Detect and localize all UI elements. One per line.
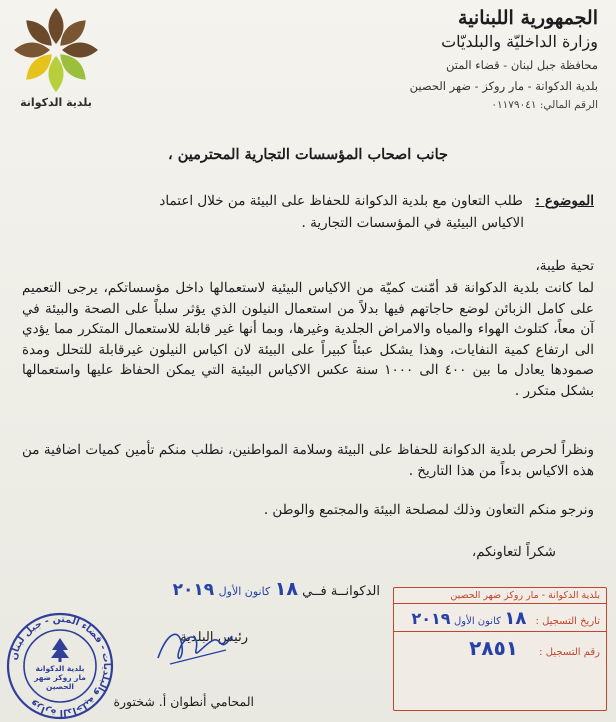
subject-line-1: طلب التعاون مع بلدية الدكوانة للحفاظ على البيئة من خلال اعتماد	[159, 193, 523, 209]
governorate-line: محافظة جبل لبنان - قضاء المتن	[446, 58, 598, 72]
registry-number-label: رقم التسجيل	[545, 647, 600, 658]
body-paragraph-2: ونظراً لحرص بلدية الدكوانة للحفاظ على البيئة وسلامة المواطنين، نطلب منكم تأمين كميات اضافية من هذه الاكياس بدءاً من هذا التاريخ .	[22, 442, 594, 479]
cedar-icon	[51, 638, 69, 662]
date-year: ٢٠١٩	[172, 580, 215, 600]
republic-title: الجمهورية اللبنانية	[458, 7, 598, 29]
place-date	[150, 578, 380, 600]
registry-date-year: ٢٠١٩	[411, 609, 451, 628]
ministry-title: وزارة الداخليّة والبلديّات	[441, 32, 598, 51]
registry-number-row: رقم التسجيل : ٢٨٥١	[469, 636, 600, 660]
subject-label: الموضوع :	[535, 193, 594, 209]
registry-stamp	[393, 587, 607, 711]
registry-date-month: كانون الأول	[454, 616, 501, 627]
seal-outer-text: وزارة الداخلية والبلديات - قضاء المتن - جبل لبنان	[8, 613, 113, 719]
registry-date-label: تاريخ التسجيل	[542, 616, 600, 627]
financial-number-label: الرقم المالي:	[539, 99, 598, 111]
official-seal	[2, 610, 118, 722]
financial-number-value: ٠١١٧٩٠٤١	[491, 99, 537, 111]
letterhead	[298, 6, 598, 114]
handwritten-signature	[150, 620, 240, 670]
handwritten-date	[172, 578, 298, 600]
logo-caption: بلدية الدكوانة	[20, 96, 92, 109]
place-label: الدكوانــة فــي	[302, 584, 380, 599]
addressee: جانب اصحاب المؤسسات التجارية المحترمين ،	[168, 146, 448, 163]
seal-inner-text: بلدية الدكوانة مار روكز ضهر الحصين	[34, 664, 86, 691]
subject	[30, 190, 594, 234]
signer-name: المحامي أنطوان أ. شختورة	[113, 694, 254, 709]
date-day: ١٨	[274, 578, 298, 600]
registry-date-row: تاريخ التسجيل : ١٨ كانون الأول ٢٠١٩	[394, 604, 606, 632]
financial-number	[298, 96, 598, 114]
registry-date-day: ١٨	[504, 608, 527, 629]
subject-line-2: الاكياس البيئية في المؤسسات التجارية .	[301, 215, 524, 231]
municipality-logo-icon	[8, 4, 104, 96]
thanks-line: شكراً لتعاونكم،	[471, 544, 556, 560]
body-paragraph-3: ونرجو منكم التعاون وذلك لمصلحة البيئة والمجتمع والوطن .	[263, 502, 594, 518]
date-month: كانون الأول	[218, 585, 271, 598]
registry-header: بلدية الدكوانة - مار روكز ضهر الحصين	[394, 588, 606, 604]
signature-title: رئيس البلدية	[180, 630, 248, 645]
registry-number-value: ٢٨٥١	[469, 636, 518, 660]
municipality-line: بلدية الدكوانة - مار روكز - ضهر الحصين	[409, 79, 598, 93]
greeting: تحية طيبة،	[535, 258, 594, 274]
body-paragraph-1: لما كانت بلدية الدكوانة قد أمّنت كميّة من الاكياس البيئية لاستعمالها داخل مؤسساتكم، يرجى التعميم على كامل الزبائن لوضع حاجاتهم فيها بدلاً من استعمال النيلون الذي يؤثر سلباً على الصحة والبيئة في آن معاً، كتلوث الهواء والمياه والامراض الجلدية وغيرها، وبما أنها غير قابلة للاستعمال المتكرر مما يؤدي الى ارتفاع كمية النفايات، وهذا يشكل عبئاً كبيراً على البيئة لان اكياس النيلون غيرقابلة للتحلل ومدة صمودها يعادل ما بين ٤٠٠ الى ١٠٠٠ سنة عكس الاكياس البيئية التي يمكن الحفاظ عليها واستعمالها بشكل متكرر .	[22, 280, 594, 399]
